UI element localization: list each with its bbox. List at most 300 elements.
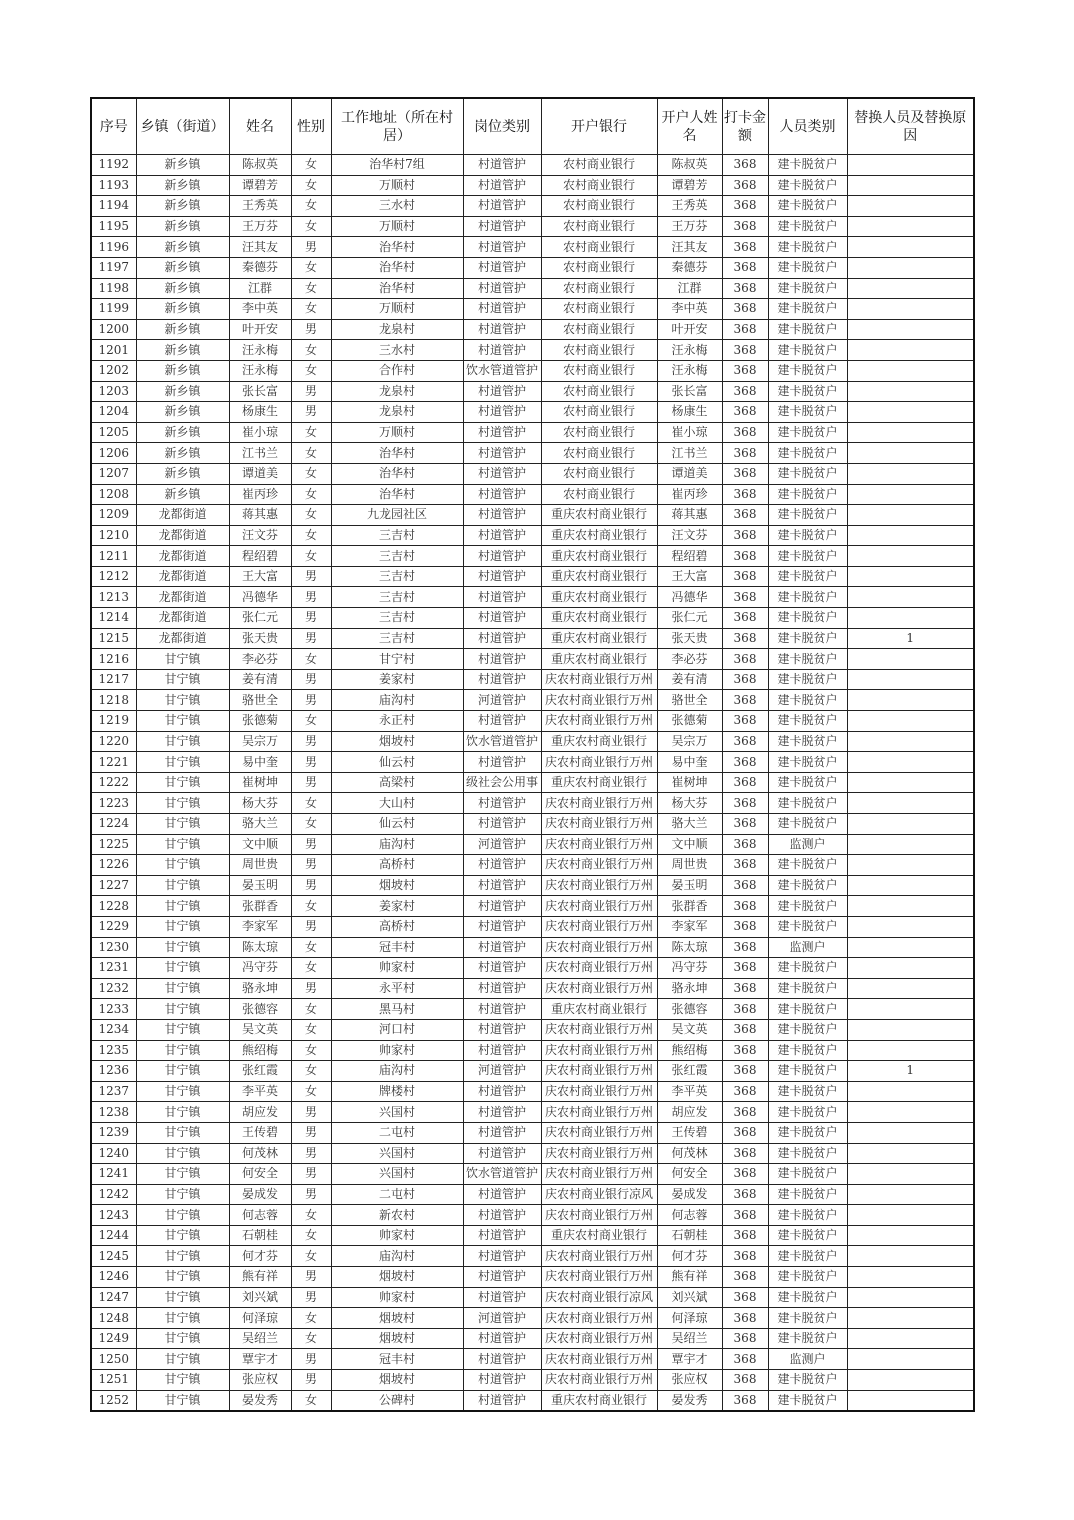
account-holder-text: 李必芬 <box>671 651 708 666</box>
bank-text: 庆农村商业银行万州 <box>544 816 653 831</box>
cell-person-category <box>768 814 847 835</box>
cell-township <box>136 360 229 381</box>
cell-account-holder <box>657 1184 722 1205</box>
table-row <box>91 402 974 423</box>
cell-serial <box>91 793 136 814</box>
work-address-text: 万顺村 <box>378 177 415 192</box>
township-text: 甘宁镇 <box>164 733 201 748</box>
post-type-text: 村道管护 <box>477 280 526 295</box>
bank-text: 庆农村商业银行万州 <box>544 692 653 707</box>
township-text: 新乡镇 <box>164 404 201 419</box>
cell-amount <box>722 340 768 361</box>
bank-text: 庆农村商业银行万州 <box>544 1207 653 1222</box>
cell-serial <box>91 1019 136 1040</box>
cell-work-address <box>331 1349 463 1370</box>
cell-bank <box>541 484 657 505</box>
cell-post-type <box>463 1205 541 1226</box>
account-holder-text: 张德菊 <box>671 713 708 728</box>
header-account-holder: 开户人姓名 <box>657 98 722 155</box>
cell-work-address <box>331 1287 463 1308</box>
post-type-text: 村道管护 <box>477 1104 526 1119</box>
cell-serial <box>91 937 136 958</box>
amount-text: 368 <box>733 260 757 275</box>
name-text: 汪其友 <box>241 239 278 254</box>
cell-gender <box>291 299 331 320</box>
account-holder-text: 张天贵 <box>671 630 708 645</box>
replacement-reason-text: 1 <box>906 630 915 645</box>
amount-text: 368 <box>733 692 757 707</box>
gender-text: 女 <box>304 1228 317 1243</box>
serial-text: 1229 <box>98 919 130 934</box>
cell-serial <box>91 731 136 752</box>
cell-post-type <box>463 319 541 340</box>
cell-amount <box>722 278 768 299</box>
name-text: 姜有清 <box>241 672 278 687</box>
cell-amount <box>722 257 768 278</box>
cell-account-holder <box>657 278 722 299</box>
cell-person-category <box>768 1267 847 1288</box>
cell-serial <box>91 360 136 381</box>
post-type-text: 村道管护 <box>477 260 526 275</box>
cell-post-type <box>463 422 541 443</box>
cell-post-type <box>463 1102 541 1123</box>
amount-text: 368 <box>733 1001 757 1016</box>
cell-account-holder <box>657 937 722 958</box>
cell-work-address <box>331 1019 463 1040</box>
amount-text: 368 <box>733 1022 757 1037</box>
bank-text: 庆农村商业银行万州 <box>544 1084 653 1099</box>
name-text: 江群 <box>247 280 272 295</box>
name-text: 吴宗万 <box>241 733 278 748</box>
work-address-text: 帅家村 <box>378 1289 415 1304</box>
bank-text: 庆农村商业银行万州 <box>544 1351 653 1366</box>
cell-account-holder <box>657 422 722 443</box>
gender-text: 男 <box>304 1351 317 1366</box>
cell-amount <box>722 793 768 814</box>
cell-serial <box>91 1370 136 1391</box>
person-category-text: 建卡脱贫户 <box>777 157 838 172</box>
serial-text: 1237 <box>98 1084 130 1099</box>
roster-sheet <box>90 97 975 1412</box>
cell-gender <box>291 155 331 176</box>
cell-post-type <box>463 196 541 217</box>
cell-post-type <box>463 1328 541 1349</box>
cell-amount <box>722 1328 768 1349</box>
name-text: 骆永坤 <box>241 981 278 996</box>
cell-bank <box>541 381 657 402</box>
account-holder-text: 骆世全 <box>671 692 708 707</box>
cell-serial <box>91 484 136 505</box>
gender-text: 男 <box>304 1289 317 1304</box>
cell-township <box>136 1061 229 1082</box>
gender-text: 男 <box>304 1145 317 1160</box>
name-text: 张长富 <box>241 383 278 398</box>
township-text: 甘宁镇 <box>164 1022 201 1037</box>
work-address-text: 烟坡村 <box>378 1331 415 1346</box>
work-address-text: 帅家村 <box>378 960 415 975</box>
bank-text: 庆农村商业银行万州 <box>544 1145 653 1160</box>
work-address-text: 治华村 <box>378 280 415 295</box>
cell-name <box>229 1061 291 1082</box>
serial-text: 1219 <box>98 713 130 728</box>
person-category-text: 建卡脱贫户 <box>777 857 838 872</box>
cell-serial <box>91 834 136 855</box>
cell-replacement-reason <box>847 402 974 423</box>
gender-text: 女 <box>304 445 317 460</box>
account-holder-text: 崔小琼 <box>671 425 708 440</box>
cell-gender <box>291 937 331 958</box>
township-text: 甘宁镇 <box>164 713 201 728</box>
cell-replacement-reason <box>847 216 974 237</box>
township-text: 龙都街道 <box>158 548 207 563</box>
cell-work-address <box>331 422 463 443</box>
account-holder-text: 冯守芬 <box>671 960 708 975</box>
township-text: 龙都街道 <box>158 569 207 584</box>
name-text: 程绍碧 <box>241 548 278 563</box>
township-text: 新乡镇 <box>164 322 201 337</box>
amount-text: 368 <box>733 1063 757 1078</box>
cell-work-address <box>331 793 463 814</box>
cell-name <box>229 752 291 773</box>
amount-text: 368 <box>733 466 757 481</box>
cell-person-category <box>768 155 847 176</box>
person-category-text: 建卡脱贫户 <box>777 239 838 254</box>
cell-serial <box>91 566 136 587</box>
bank-text: 庆农村商业银行万州 <box>544 1125 653 1140</box>
cell-name <box>229 463 291 484</box>
serial-text: 1209 <box>98 507 130 522</box>
gender-text: 女 <box>304 1310 317 1325</box>
table-row <box>91 381 974 402</box>
amount-text: 368 <box>733 219 757 234</box>
person-category-text: 建卡脱贫户 <box>777 1310 838 1325</box>
cell-account-holder <box>657 1164 722 1185</box>
cell-post-type <box>463 690 541 711</box>
cell-replacement-reason <box>847 422 974 443</box>
gender-text: 女 <box>304 466 317 481</box>
cell-bank <box>541 1019 657 1040</box>
bank-text: 农村商业银行 <box>562 260 635 275</box>
account-holder-text: 程绍碧 <box>671 548 708 563</box>
cell-person-category <box>768 1143 847 1164</box>
township-text: 龙都街道 <box>158 527 207 542</box>
amount-text: 368 <box>733 322 757 337</box>
township-text: 甘宁镇 <box>164 1084 201 1099</box>
person-category-text: 建卡脱贫户 <box>777 610 838 625</box>
gender-text: 男 <box>304 733 317 748</box>
cell-person-category <box>768 299 847 320</box>
post-type-text: 村道管护 <box>477 527 526 542</box>
serial-text: 1197 <box>98 260 130 275</box>
amount-text: 368 <box>733 651 757 666</box>
cell-work-address <box>331 896 463 917</box>
cell-post-type <box>463 175 541 196</box>
cell-work-address <box>331 628 463 649</box>
township-text: 甘宁镇 <box>164 1125 201 1140</box>
cell-serial <box>91 628 136 649</box>
cell-person-category <box>768 257 847 278</box>
cell-replacement-reason <box>847 1205 974 1226</box>
cell-replacement-reason <box>847 1061 974 1082</box>
cell-bank <box>541 155 657 176</box>
cell-account-holder <box>657 1370 722 1391</box>
cell-replacement-reason <box>847 1164 974 1185</box>
cell-person-category <box>768 175 847 196</box>
cell-replacement-reason <box>847 1246 974 1267</box>
township-text: 新乡镇 <box>164 363 201 378</box>
cell-account-holder <box>657 628 722 649</box>
cell-replacement-reason <box>847 196 974 217</box>
cell-serial <box>91 196 136 217</box>
cell-name <box>229 546 291 567</box>
bank-text: 庆农村商业银行万州 <box>544 795 653 810</box>
amount-text: 368 <box>733 589 757 604</box>
township-text: 新乡镇 <box>164 342 201 357</box>
table-row <box>91 731 974 752</box>
cell-serial <box>91 1164 136 1185</box>
serial-text: 1242 <box>98 1186 130 1201</box>
cell-gender <box>291 958 331 979</box>
person-category-text: 建卡脱贫户 <box>777 713 838 728</box>
bank-text: 庆农村商业银行万州 <box>544 836 653 851</box>
cell-work-address <box>331 1267 463 1288</box>
cell-work-address <box>331 669 463 690</box>
post-type-text: 村道管护 <box>477 816 526 831</box>
cell-work-address <box>331 1164 463 1185</box>
cell-amount <box>722 1205 768 1226</box>
cell-gender <box>291 896 331 917</box>
post-type-text: 村道管护 <box>477 919 526 934</box>
cell-post-type <box>463 669 541 690</box>
serial-text: 1207 <box>98 466 130 481</box>
bank-text: 庆农村商业银行万州 <box>544 1022 653 1037</box>
cell-work-address <box>331 319 463 340</box>
account-holder-text: 秦德芬 <box>671 260 708 275</box>
cell-gender <box>291 731 331 752</box>
cell-replacement-reason <box>847 793 974 814</box>
work-address-text: 仙云村 <box>378 816 415 831</box>
cell-post-type <box>463 896 541 917</box>
cell-amount <box>722 1349 768 1370</box>
cell-gender <box>291 463 331 484</box>
cell-bank <box>541 1390 657 1411</box>
cell-work-address <box>331 484 463 505</box>
work-address-text: 烟坡村 <box>378 1372 415 1387</box>
bank-text: 农村商业银行 <box>562 219 635 234</box>
bank-text: 庆农村商业银行万州 <box>544 1063 653 1078</box>
work-address-text: 永平村 <box>378 981 415 996</box>
work-address-text: 九龙园社区 <box>366 507 427 522</box>
cell-name <box>229 937 291 958</box>
township-text: 甘宁镇 <box>164 1166 201 1181</box>
cell-account-holder <box>657 855 722 876</box>
table-row <box>91 1225 974 1246</box>
cell-bank <box>541 1081 657 1102</box>
post-type-text: 村道管护 <box>477 754 526 769</box>
cell-bank <box>541 875 657 896</box>
account-holder-text: 吴绍兰 <box>671 1331 708 1346</box>
account-holder-text: 刘兴斌 <box>671 1289 708 1304</box>
cell-person-category <box>768 937 847 958</box>
cell-work-address <box>331 1246 463 1267</box>
cell-serial <box>91 711 136 732</box>
township-text: 甘宁镇 <box>164 939 201 954</box>
township-text: 新乡镇 <box>164 301 201 316</box>
cell-amount <box>722 1184 768 1205</box>
gender-text: 男 <box>304 630 317 645</box>
cell-account-holder <box>657 896 722 917</box>
name-text: 张天贵 <box>241 630 278 645</box>
name-text: 叶开安 <box>241 322 278 337</box>
replacement-reason-text: 1 <box>906 1063 915 1078</box>
cell-bank <box>541 546 657 567</box>
bank-text: 重庆农村商业银行 <box>550 630 647 645</box>
account-holder-text: 何泽琼 <box>671 1310 708 1325</box>
cell-name <box>229 669 291 690</box>
cell-bank <box>541 1246 657 1267</box>
cell-replacement-reason <box>847 1019 974 1040</box>
cell-work-address <box>331 875 463 896</box>
township-text: 甘宁镇 <box>164 1351 201 1366</box>
cell-serial <box>91 875 136 896</box>
cell-serial <box>91 855 136 876</box>
cell-amount <box>722 484 768 505</box>
post-type-text: 村道管护 <box>477 857 526 872</box>
cell-bank <box>541 608 657 629</box>
post-type-text: 村道管护 <box>477 589 526 604</box>
cell-replacement-reason <box>847 299 974 320</box>
person-category-text: 建卡脱贫户 <box>777 1022 838 1037</box>
cell-work-address <box>331 175 463 196</box>
cell-township <box>136 340 229 361</box>
cell-replacement-reason <box>847 855 974 876</box>
cell-replacement-reason <box>847 1184 974 1205</box>
cell-bank <box>541 978 657 999</box>
serial-text: 1206 <box>98 445 130 460</box>
post-type-text: 村道管护 <box>477 1145 526 1160</box>
cell-person-category <box>768 731 847 752</box>
cell-replacement-reason <box>847 916 974 937</box>
cell-work-address <box>331 711 463 732</box>
cell-serial <box>91 1267 136 1288</box>
table-row <box>91 566 974 587</box>
cell-township <box>136 608 229 629</box>
name-text: 李中英 <box>241 301 278 316</box>
account-holder-text: 骆永坤 <box>671 981 708 996</box>
cell-person-category <box>768 1184 847 1205</box>
header-row <box>91 98 974 155</box>
cell-post-type <box>463 340 541 361</box>
cell-name <box>229 196 291 217</box>
cell-serial <box>91 1246 136 1267</box>
cell-person-category <box>768 752 847 773</box>
cell-person-category <box>768 1061 847 1082</box>
person-category-text: 建卡脱贫户 <box>777 1186 838 1201</box>
cell-bank <box>541 319 657 340</box>
post-type-text: 村道管护 <box>477 239 526 254</box>
cell-amount <box>722 463 768 484</box>
post-type-text: 饮水管道管护 <box>465 1166 538 1181</box>
gender-text: 女 <box>304 960 317 975</box>
amount-text: 368 <box>733 445 757 460</box>
cell-replacement-reason <box>847 1349 974 1370</box>
cell-township <box>136 958 229 979</box>
cell-person-category <box>768 834 847 855</box>
table-row <box>91 1287 974 1308</box>
cell-name <box>229 1164 291 1185</box>
header-replacement-reason: 替换人员及替换原因 <box>847 98 974 155</box>
cell-gender <box>291 257 331 278</box>
cell-replacement-reason <box>847 608 974 629</box>
cell-amount <box>722 1287 768 1308</box>
serial-text: 1244 <box>98 1228 130 1243</box>
cell-post-type <box>463 1390 541 1411</box>
cell-name <box>229 772 291 793</box>
cell-work-address <box>331 196 463 217</box>
serial-text: 1232 <box>98 981 130 996</box>
table-row <box>91 834 974 855</box>
cell-amount <box>722 834 768 855</box>
work-address-text: 高桥村 <box>378 857 415 872</box>
cell-account-holder <box>657 463 722 484</box>
name-text: 石朝桂 <box>241 1228 278 1243</box>
cell-name <box>229 175 291 196</box>
person-category-text: 建卡脱贫户 <box>777 507 838 522</box>
account-holder-text: 谭道美 <box>671 466 708 481</box>
cell-amount <box>722 1390 768 1411</box>
serial-text: 1196 <box>98 239 130 254</box>
name-text: 崔丙珍 <box>241 486 278 501</box>
cell-amount <box>722 1081 768 1102</box>
cell-township <box>136 1328 229 1349</box>
cell-work-address <box>331 1143 463 1164</box>
cell-post-type <box>463 628 541 649</box>
post-type-text: 村道管护 <box>477 939 526 954</box>
cell-account-holder <box>657 1246 722 1267</box>
work-address-text: 庙沟村 <box>378 1248 415 1263</box>
table-row <box>91 257 974 278</box>
cell-amount <box>722 875 768 896</box>
cell-serial <box>91 216 136 237</box>
bank-text: 庆农村商业银行万州 <box>544 1042 653 1057</box>
header-post-type: 岗位类别 <box>463 98 541 155</box>
gender-text: 男 <box>304 610 317 625</box>
header-work-address: 工作地址（所在村居） <box>331 98 463 155</box>
cell-replacement-reason <box>847 1102 974 1123</box>
cell-gender <box>291 505 331 526</box>
person-category-text: 建卡脱贫户 <box>777 1063 838 1078</box>
work-address-text: 烟坡村 <box>378 878 415 893</box>
amount-text: 368 <box>733 342 757 357</box>
cell-replacement-reason <box>847 1225 974 1246</box>
cell-work-address <box>331 772 463 793</box>
cell-amount <box>722 319 768 340</box>
serial-text: 1199 <box>98 301 130 316</box>
table-row <box>91 340 974 361</box>
name-text: 王万芬 <box>241 219 278 234</box>
table-row <box>91 628 974 649</box>
cell-amount <box>722 299 768 320</box>
cell-township <box>136 731 229 752</box>
serial-text: 1223 <box>98 795 130 810</box>
cell-name <box>229 566 291 587</box>
cell-serial <box>91 381 136 402</box>
account-holder-text: 熊有祥 <box>671 1269 708 1284</box>
cell-amount <box>722 360 768 381</box>
cell-replacement-reason <box>847 1081 974 1102</box>
work-address-text: 大山村 <box>378 795 415 810</box>
person-category-text: 建卡脱贫户 <box>777 816 838 831</box>
